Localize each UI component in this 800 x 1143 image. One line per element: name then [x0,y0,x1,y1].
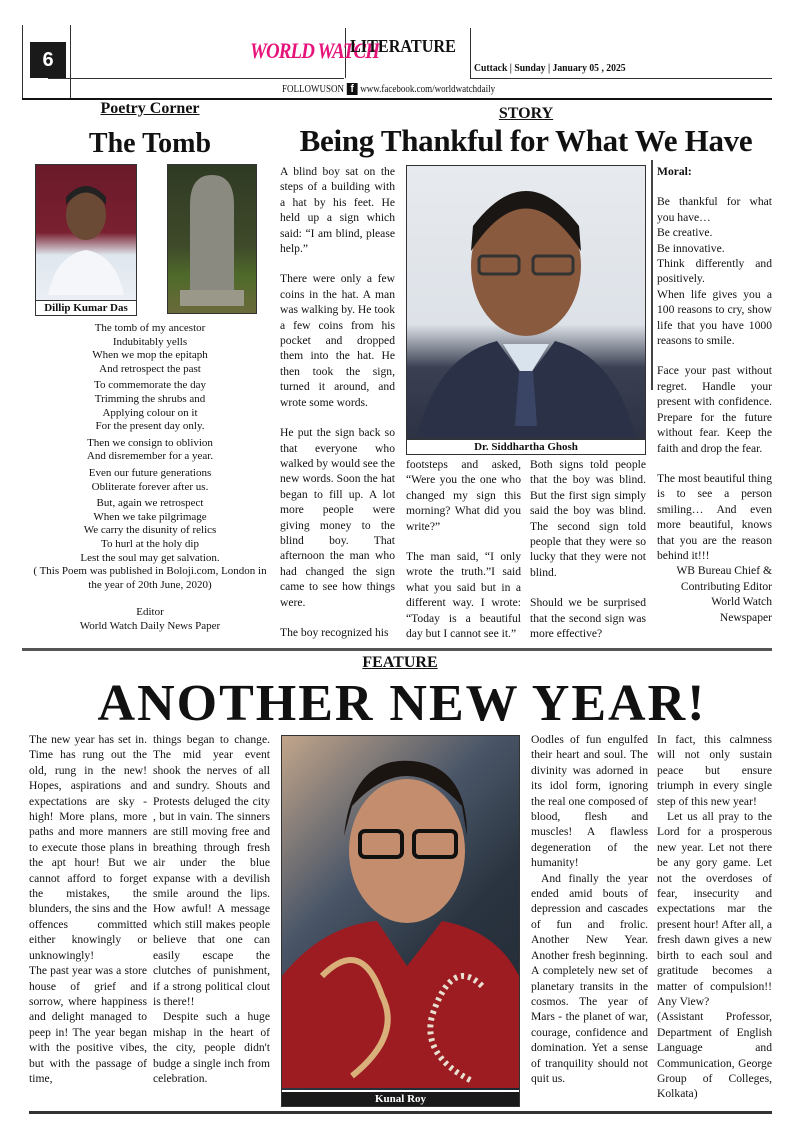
tombstone-illustration [168,165,256,313]
story-author-photo [406,165,646,455]
paragraph: Despite such a huge mishap in the heart of the city, people didn't budge a single inch from celebration. [153,1010,270,1085]
byline-line: Newspaper [719,610,772,624]
moral-line: Be thankful for what you have… [657,195,772,224]
header-divider [22,25,23,100]
feature-kicker: FEATURE [362,654,438,671]
poem-line: We carry the disunity of relics [83,524,217,537]
tombstone-photo [167,164,257,314]
feature-photo-caption: Kunal Roy [282,1090,519,1106]
paragraph: The past year was a store house of grief and sorrow, where happiness and delight managed to peep in! The year began with the positive vibes, but with the passage of time, [29,964,147,1085]
poem-line: For the present day only. [95,420,205,433]
story-title: Being Thankful for What We Have [299,123,753,158]
poem-line: But, again we retrospect [96,497,204,510]
feature-column-2 [153,732,270,1086]
page-number: 6 [30,42,66,78]
dateline: Cuttack | Sunday | January 05 , 2025 [474,62,626,74]
poem-line: To hurl at the holy dip [101,537,199,550]
masthead-logo: WORLD WATCH [250,38,380,63]
paragraph: Oodles of fun engulfed their heart and soul. The divinity was adorned in its idol form, ignoring the real one composed of blood, flesh and muscles! A flawless degeneration of the humanity! [531,733,648,870]
footer-rule [29,1111,772,1114]
poem-title: The Tomb [88,128,212,159]
paragraph: Both signs told people that the boy was blind. But the first sign simply said the boy was blind. The second sign told people that they were so lucky that they were not blind. [530,458,646,579]
moral-line: Be creative. [657,226,713,240]
portrait-illustration [407,166,645,436]
header-divider [470,28,471,78]
paragraph: The new year has set in. Time has rung out the old, rung in the new! Hopes, aspirations and expectations are sky - high! More plans, more paths and more manners to execute those plans in the apt hour! But we cannot afford to forget the mistakes, the blunders, the sins and the offences committed either knowingly or unknowingly! [29,733,147,962]
stanza-2 [28,379,272,433]
feature-column-3 [531,732,648,1086]
feature-author-photo [281,735,520,1107]
stanza-4 [28,467,272,494]
poem-line: Trimming the shrubs and [94,392,206,405]
byline-line: WB Bureau Chief & [676,564,772,578]
paragraph: The boy recognized his [280,625,389,639]
poetry-kicker: Poetry Corner [100,100,200,117]
moral-column [657,164,772,625]
moral-label: Moral: [657,165,692,178]
portrait-illustration [282,736,519,1088]
poem-line: Indubitably yells [112,335,188,348]
poem-line: Obliterate forever after us. [91,480,209,493]
feature-column-4 [657,732,772,1102]
paragraph: In fact, this calmness will not only sustain peace but ensure triumph in every single step of this new year! [657,733,772,808]
paragraph: And finally the year ended amid bouts of depression and cascades of fun and frolic. Another New Year. Another fresh beginning. A completely new set of planetary transits in the cosmos. The year of Mars - the planet of war, courage, confidence and domination. Yet a sense of tranquility should not quit us. [531,871,648,1085]
portrait-illustration [36,165,136,295]
paragraph: Face your past without regret. Handle your present with confidence. Prepare for the future without fear. Keep the faith and drop the fear. [657,364,772,455]
poem-line: When we mop the epitaph [92,349,208,362]
moral-line: When life gives you a 100 reasons to cry, show life that you have 1000 reasons to smile. [657,287,772,348]
moral-line: Be innovative. [657,241,725,255]
poem-line: The tomb of my ancestor [94,322,206,334]
story-column-1 [280,164,395,640]
facebook-icon[interactable]: f [347,83,358,95]
paragraph: There were only a few coins in the hat. A man was walking by. He took a few coins from his pocket and dropped them into the hat. He then took the sign, turned it around, and wrote some words. [280,272,395,409]
paragraph: The man said, “I only wrote the truth.”I said what you said but in a different way. I wrote: “Today is a beautiful day but I cannot see it.” [406,550,521,641]
poem-line: Lest the soul may get salvation. [80,551,220,564]
section-title: LITERATURE [350,36,456,56]
paragraph: Let us all pray to the Lord for a prosperous new year. Let not there be any gory game. Let not the overdoses of fear, insecurity and expectations mar the present hour! After all, a fresh dawn gives a new birth to each soul and gratitude becomes a matter of compulsion!! Any View? [657,810,772,1008]
signoff-org: World Watch Daily News Paper [79,619,221,632]
story-photo-caption: Dr. Siddhartha Ghosh [407,439,645,454]
poem-line: Applying colour on it [102,406,198,419]
follow-label: FOLLOWUSON [282,83,345,95]
poem-note: ( This Poem was published in Boloji.com, London in the year of 20th June, 2020) [33,565,267,591]
facebook-url[interactable]: www.facebook.com/worldwatchdaily [360,83,496,95]
column-divider [651,160,653,390]
author-photo [35,164,137,316]
header-rule [48,78,344,79]
feature-column-1 [29,732,147,1086]
follow-us[interactable] [282,83,495,95]
paragraph: footsteps and asked, “Were you the one who changed my sign this morning? What did you write?” [406,458,521,533]
story-column-3 [530,457,646,641]
story-kicker: STORY [498,105,554,122]
byline-line: World Watch [711,595,772,609]
story-column-2 [406,457,521,641]
author-caption: Dillip Kumar Das [36,300,136,315]
paragraph: A blind boy sat on the steps of a building with a hat by his feet. He held up a sign which said: “I am blind, please help.” [280,165,395,256]
header-rule [470,78,772,79]
paragraph: (Assistant Professor, Department of English Language and Communication, George Group of Colleges, Kolkata) [657,1010,772,1101]
paragraph: The most beautiful thing is to see a person smiling… And even more beautiful, knows that you are the reason behind it!!! [657,471,772,562]
paragraph: He put the sign back so that everyone who walked by would see the new words. Soon the hat began to fill up. A lot more people were giving money to the blind boy. That afternoon the man who had changed the sign came to see how things were. [280,426,395,609]
poem-line: To commemorate the day [94,379,206,392]
signoff-role: Editor [136,606,164,619]
poem-line: Then we consign to oblivion [87,436,213,449]
header-divider [70,25,71,100]
poem-body [28,322,272,633]
poem-line: And disremember for a year. [86,450,214,463]
byline-line: Contributing Editor [680,579,772,593]
poem-line: Even our future generations [88,466,212,479]
poem-line: And retrospect the past [99,362,201,375]
section-rule [22,648,772,651]
paragraph: Should we be surprised that the second sign was more effective? [530,596,646,641]
paragraph: things began to change. The mid year event shook the nerves of all and sundry. Shouts and Protests deluged the city , but in vain. The sinners are still moving free and breathing through fresh air under the blue expanse with a devilish smile around the lips. How awful! A message which still makes people believe that one can easily escape the clutches of punishment, if a strong political clout is there!! [153,733,270,1008]
poem-line: When we take pilgrimage [93,510,207,523]
stanza-3 [28,437,272,464]
feature-title: ANOTHER NEW YEAR! [97,675,707,732]
moral-line: Think differently and positively. [657,257,772,286]
stanza-1 [28,322,272,376]
stanza-5 [28,497,272,565]
